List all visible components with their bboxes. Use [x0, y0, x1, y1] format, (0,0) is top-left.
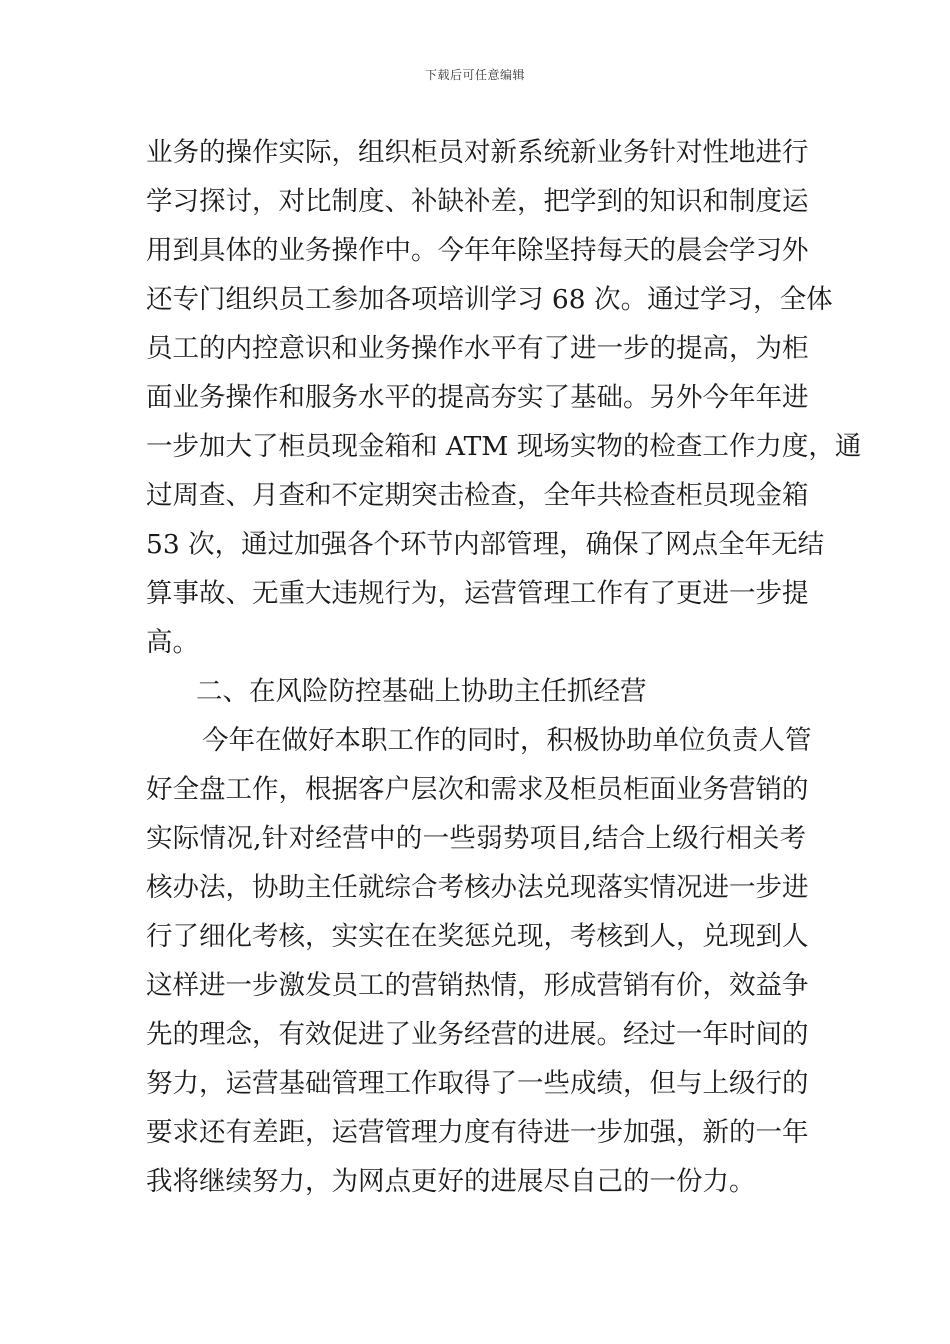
text-line: 好全盘工作，根据客户层次和需求及柜员柜面业务营销的	[146, 774, 809, 805]
text-line: 高。	[146, 627, 199, 658]
text-line: 53 次，通过加强各个环节内部管理，确保了网点全年无结	[146, 529, 825, 560]
section-heading: 二、在风险防控基础上协助主任抓经营	[196, 676, 647, 707]
text-line: 过周查、月查和不定期突击检查，全年共检查柜员现金箱	[146, 480, 809, 511]
text-line: 实际情况,针对经营中的一些弱势项目,结合上级行相关考	[146, 823, 806, 854]
text-line: 还专门组织员工参加各项培训学习 68 次。通过学习，全体	[146, 284, 833, 315]
text-line: 核办法，协助主任就综合考核办法兑现落实情况进一步进	[146, 872, 809, 903]
text-line: 业务的操作实际，组织柜员对新系统新业务针对性地进行	[146, 137, 809, 168]
text-line: 先的理念，有效促进了业务经营的进展。经过一年时间的	[146, 1019, 809, 1050]
text-line: 我将继续努力，为网点更好的进展尽自己的一份力。	[146, 1166, 756, 1197]
text-line: 要求还有差距，运营管理力度有待进一步加强，新的一年	[146, 1117, 809, 1148]
text-line: 行了细化考核，实实在在奖惩兑现，考核到人，兑现到人	[146, 921, 809, 952]
text-line: 用到具体的业务操作中。今年年除坚持每天的晨会学习外	[146, 235, 809, 266]
page-header-note: 下载后可任意编辑	[424, 68, 525, 82]
text-line: 员工的内控意识和业务操作水平有了进一步的提高，为柜	[146, 333, 809, 364]
text-line: 努力，运营基础管理工作取得了一些成绩，但与上级行的	[146, 1068, 809, 1099]
paragraph-section-2	[146, 716, 812, 1206]
text-line: 学习探讨，对比制度、补缺补差，把学到的知识和制度运	[146, 186, 809, 217]
text-line: 一步加大了柜员现金箱和 ATM 现场实物的检查工作力度，通	[146, 431, 862, 462]
text-line: 今年在做好本职工作的同时，积极协助单位负责人管	[202, 725, 812, 756]
text-line: 面业务操作和服务水平的提高夯实了基础。另外今年年进	[146, 382, 809, 413]
text-line: 这样进一步激发员工的营销热情，形成营销有价，效益争	[146, 970, 809, 1001]
text-line: 算事故、无重大违规行为，运营管理工作有了更进一步提	[146, 578, 809, 609]
document-body	[146, 128, 862, 1206]
paragraph-continued	[146, 128, 862, 667]
